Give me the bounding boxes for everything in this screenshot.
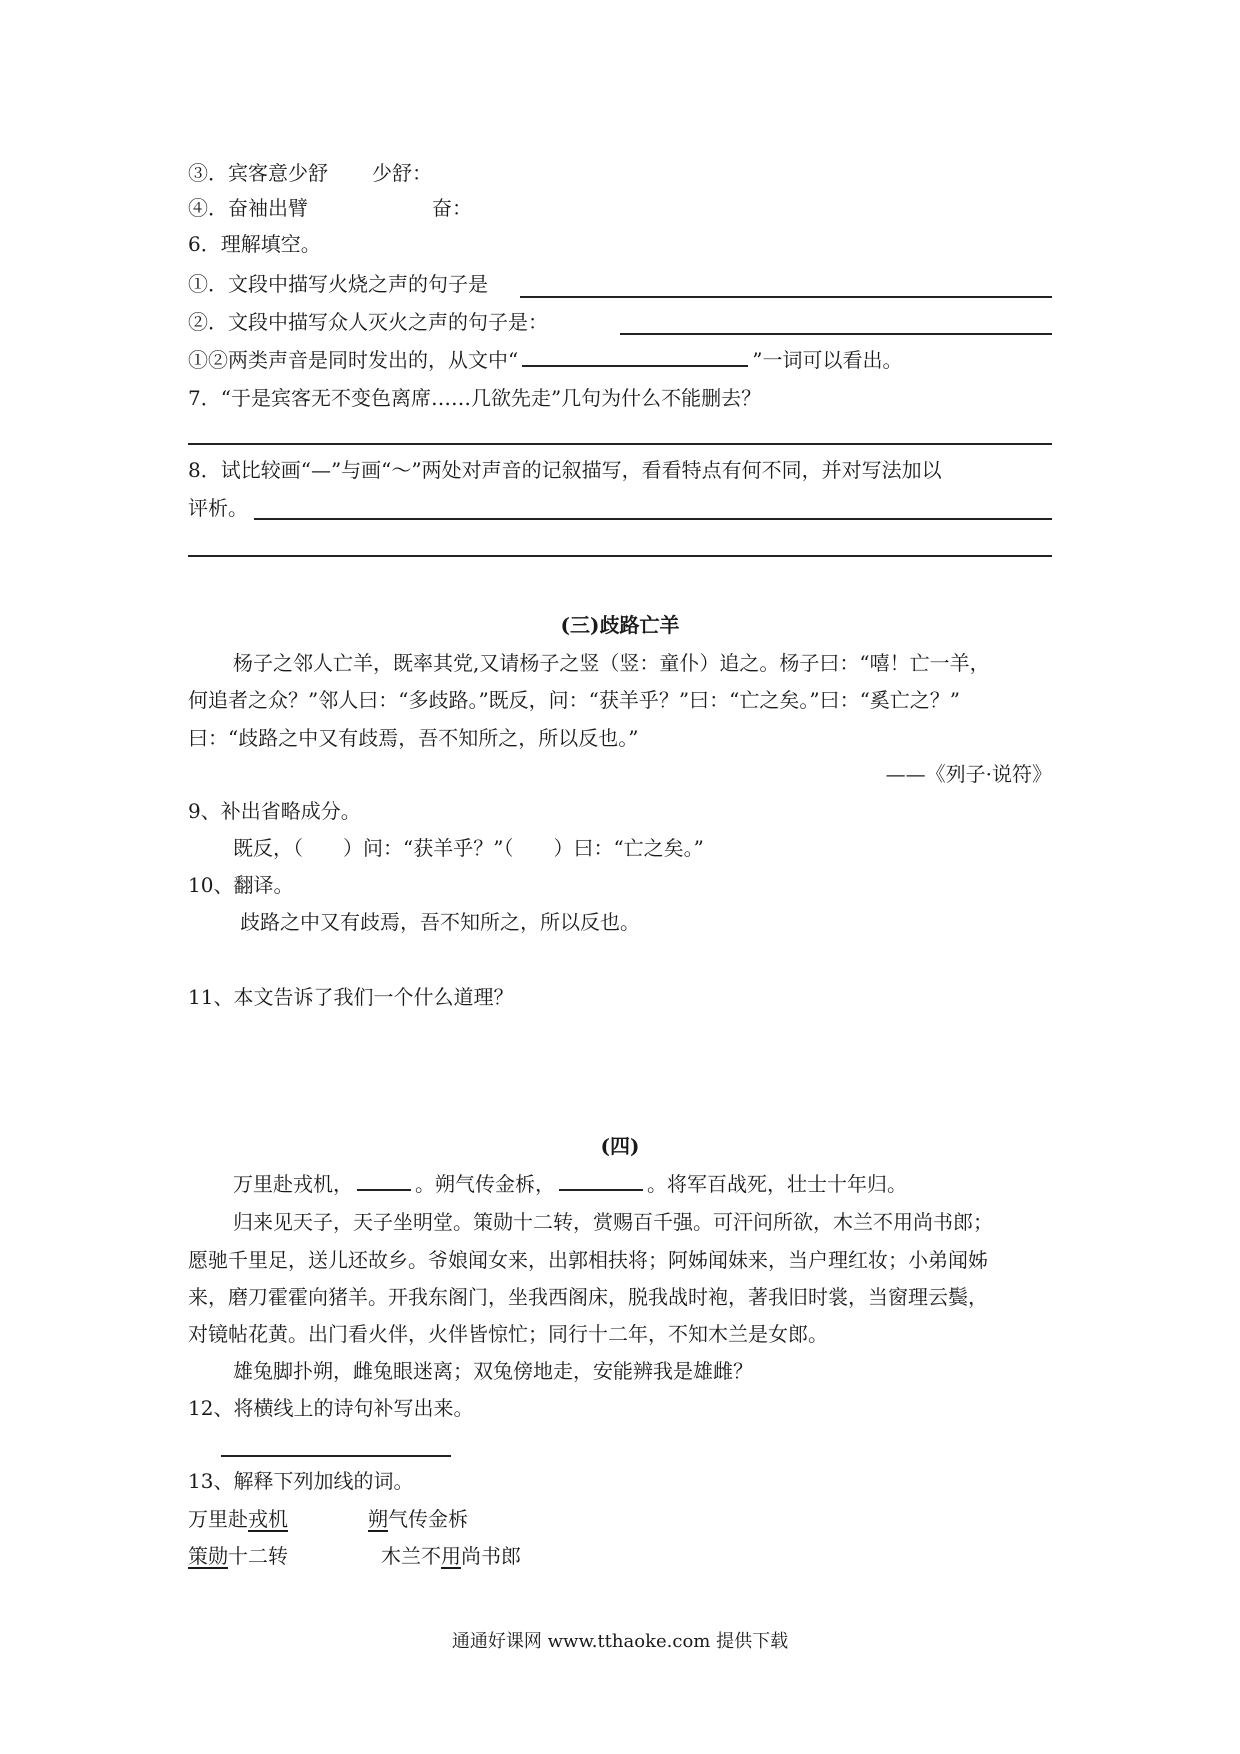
q12-title: 12、将横线上的诗句补写出来。: [188, 1396, 474, 1420]
q5-item4-term: 奋：: [432, 196, 472, 220]
q8-answer-line1[interactable]: [254, 518, 1052, 520]
q6-item2-answer-line[interactable]: [620, 333, 1052, 335]
section4-para-line3: 来，磨刀霍霍向猪羊。开我东阁门，坐我西阁床，脱我战时袍，著我旧时裳，当窗理云鬓，: [188, 1285, 988, 1309]
q9-text: 既反，（ ）问：“获羊乎？”（ ）曰：“亡之矣。”: [233, 836, 704, 860]
q6-item2: ②．文段中描写众人灭火之声的句子是：: [188, 310, 548, 334]
q6-item3: [188, 346, 902, 374]
section4-blank2[interactable]: [559, 1171, 643, 1191]
section3-title: (三)歧路亡羊: [560, 613, 680, 637]
section4-line1-c: 。将军百战死，壮士十年归。: [647, 1172, 907, 1196]
q12-answer-line[interactable]: [221, 1455, 451, 1457]
section4-para-line4: 对镜帖花黄。出门看火伴，火伴皆惊忙；同行十二年，不知木兰是女郎。: [188, 1322, 828, 1346]
section3-para-line2: 何追者之众？”邻人曰：“多歧路。”既反，问：“获羊乎？”曰：“亡之矣。”曰：“奚亡之？”: [188, 688, 961, 712]
q7-question: 7．“于是宾客无不变色离席……几欲先走”几句为什么不能删去？: [188, 386, 762, 410]
q13-word4: [381, 1542, 521, 1570]
q13-word1-underlined: 戎机: [248, 1507, 288, 1531]
q5-item3-term: 少舒：: [372, 161, 432, 185]
section3-para-line3: 曰：“歧路之中又有歧焉，吾不知所之，所以反也。”: [188, 726, 639, 750]
section4-line1-b: 。朔气传金柝，: [415, 1172, 555, 1196]
q10-text: 歧路之中又有歧焉，吾不知所之，所以反也。: [240, 910, 640, 934]
q13-word2-post: 气传金柝: [388, 1507, 468, 1531]
section4-para-line1: 归来见天子，天子坐明堂。策勋十二转，赏赐百千强。可汗问所欲，木兰不用尚书郎；: [233, 1210, 993, 1234]
q8-question-line1: 8．试比较画“—”与画“～”两处对声音的记叙描写，看看特点有何不同，并对写法加以: [188, 458, 942, 482]
q6-item1: ①．文段中描写火烧之声的句子是: [188, 272, 488, 296]
section4-line1: [233, 1170, 907, 1198]
q5-item4: [188, 194, 472, 222]
section4-para-line2: 愿驰千里足，送儿还故乡。爷娘闻女来，出郭相扶将；阿姊闻妹来，当户理红妆；小弟闻姊: [188, 1248, 988, 1272]
section4-blank1[interactable]: [357, 1171, 411, 1191]
q13-title: 13、解释下列加线的词。: [188, 1469, 414, 1493]
q7-answer-line[interactable]: [188, 443, 1052, 445]
q6-item3-text-a: ①②两类声音是同时发出的，从文中“: [188, 348, 519, 372]
q6-title: 6．理解填空。: [188, 232, 321, 256]
q13-word3-post: 十二转: [228, 1544, 288, 1568]
q6-item3-text-b: ”一词可以看出。: [752, 348, 903, 372]
q5-item3-phrase: ③．宾客意少舒: [188, 161, 328, 185]
footer-text: 通通好课网 www.tthaoke.com 提供下载: [451, 1631, 789, 1652]
q13-word4-underlined: 用: [441, 1544, 461, 1568]
section4-line1-a: 万里赴戎机，: [233, 1172, 353, 1196]
section3-source: ——《列子·说符》: [885, 762, 1052, 786]
q13-word1: [188, 1505, 288, 1533]
section4-title: (四): [600, 1134, 640, 1158]
q10-title: 10、翻译。: [188, 873, 294, 897]
q6-item3-blank[interactable]: [522, 347, 748, 367]
q13-word2: [368, 1505, 468, 1533]
section3-para-line1: 杨子之邻人亡羊，既率其党,又请杨子之竖（竖：童仆）追之。杨子曰：“嘻！亡一羊，: [233, 651, 990, 675]
q13-word4-pre: 木兰不: [381, 1544, 441, 1568]
q13-word4-post: 尚书郎: [461, 1544, 521, 1568]
q6-item1-answer-line[interactable]: [520, 296, 1052, 298]
q11-title: 11、本文告诉了我们一个什么道理？: [188, 985, 514, 1009]
q8-answer-line2[interactable]: [188, 555, 1052, 557]
q5-item3: [188, 159, 432, 187]
q13-word3: [188, 1542, 288, 1570]
q13-word2-underlined: 朔: [368, 1507, 388, 1531]
q13-word1-pre: 万里赴: [188, 1507, 248, 1531]
q5-item4-phrase: ④．奋袖出臂: [188, 196, 308, 220]
q8-question-line2: 评析。: [188, 496, 248, 520]
q13-word3-underlined: 策勋: [188, 1544, 228, 1568]
section4-para-line5: 雄兔脚扑朔，雌兔眼迷离；双兔傍地走，安能辨我是雄雌？: [233, 1359, 753, 1383]
q9-title: 9、补出省略成分。: [188, 799, 361, 823]
